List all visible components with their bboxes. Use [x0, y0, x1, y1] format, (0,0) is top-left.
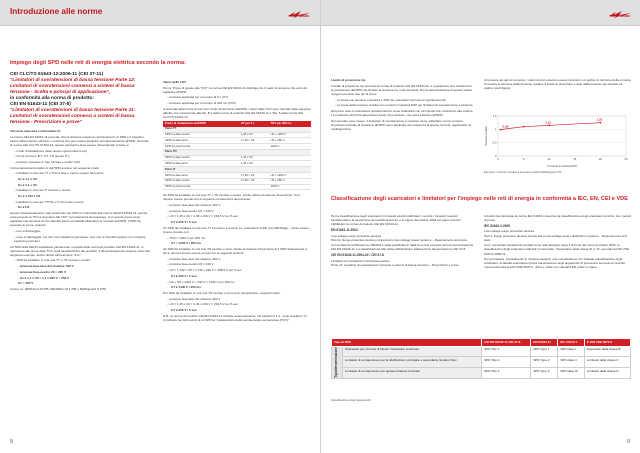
class2-text2: Con i sopracitati standard di prodotto sono stati abrogati, dopo il termine del mese di ottobre 2004, le classificazioni degli scaricatori utilizzati in Germania, "Scaricatore della classe B, C, D" secondo E DIN VDE 0675-6:1989-11.	[484, 243, 629, 256]
tov-text: Per la "Prova di guasto alle TOV", la norma CEI EN 61643-11 distingue tra 2 valori di tensione che sono da applicare all'SPD:	[163, 85, 307, 94]
table-cell: Scaricatori per corrente di fulmine Scaricatori combinati	[343, 346, 482, 357]
data-label: 1,15	[545, 120, 552, 125]
iec-std-title: IEC 61643-1:2005	[484, 223, 511, 228]
table-cell: U0 + 250 V	[269, 138, 312, 144]
table-cell: Parte TT	[163, 127, 239, 132]
list-item: UT ≥ 1430 V / 200 ms	[171, 285, 201, 290]
table-cell: 1200 V	[269, 184, 312, 190]
uc-text: La norma CEI EN 61643-11 prevede, che la tensione massima continuativa di un SPD è il massimo valore della tensione efficace o continua che può essere applicato permanentemente all'SPD. Secondo la norma CEI CLC/TS 61643-12, questo parametro deve essere dimensionato in base a:	[10, 134, 149, 147]
std-title: CEI CLC/TS 61643-12:2006-11 (CEI 37-11)	[10, 72, 104, 77]
logo-wordmark: DEHN + SÖHNE	[288, 15, 310, 18]
list-item: - tensione fase-neutro U0 = 230 V	[18, 269, 67, 274]
list-item: – installato in una rete TT/TN o IT tra neutro e terra:	[14, 199, 84, 204]
page-number-right: 9	[626, 439, 630, 445]
table-cell: Parte TN	[163, 149, 239, 155]
classification-table-body	[332, 346, 631, 378]
dim-list	[10, 171, 150, 209]
list-item: – la prova con tensione impulsiva 1,2/50 per scaricatori ad innesco (spinterometri);	[335, 97, 447, 102]
list-item: – tensione fase-neutro U0 = 230 V	[167, 262, 214, 267]
list-item: – tensione presente in rete tra fase e neutro (U0).	[14, 159, 81, 164]
list-item: – forma di rete in B.T. (TT, TN oppure IT);	[14, 154, 70, 159]
uc-heading: Tensione massima continuativa Uc	[10, 129, 61, 133]
list-item: – U0 = 1,45 x U0 = 1,45 x 230 V = 333,5 V per 5 sec.	[167, 302, 239, 307]
table-cell: SPD tra fase-neutro	[163, 155, 239, 161]
std2-sub: Limitatori di sovratensioni di bassa tensione Parte 11: Limitatori di sovratensioni connessi a sistemi di bassa tensione – Prescrizioni e prove	[331, 258, 459, 267]
left-column-2	[163, 80, 311, 323]
table-cell	[239, 184, 269, 190]
list-item: Uc ≥ 1,732 x U0	[18, 194, 41, 199]
data-point	[523, 126, 525, 128]
x-tick-label: 15	[573, 157, 577, 161]
up-text: Il livello di protezione Up secondo la norma di prodotto CEI EN 61643-11, è il parametro che caratterizza la prestazione dell'SPD nel limitare la tensione tra i suoi terminali. Per la determinazione di questo valore vengono previste due tipi di prove:	[331, 83, 472, 96]
tov-header-2: UT per 5 s	[239, 121, 269, 127]
table-cell: U0 + 250 V	[269, 178, 312, 184]
list-item: – esso si danneggia, ma non crea situazioni pericolose, cioè non si incendia oppure non compare esplosivi pericolosi.	[14, 234, 146, 243]
page-header	[0, 0, 320, 26]
table-cell: 1,732 x U0	[239, 172, 269, 178]
uc-list	[10, 149, 150, 164]
std1-title: EN 61643-11:2002	[331, 227, 358, 232]
list-item: – modo d'installazione (fase-neutro oppure fase-terra);	[14, 148, 88, 153]
after-table-text: Gli SPD da installare in una rete TT o TN tra fase e neutro, anche riferito al sistema d'inserzione "3+1", devono essere provati con le seguenti sovratensioni temporanee:	[163, 193, 302, 202]
cls-header-5: E DIN VDE 0675-6	[584, 339, 630, 347]
data-point	[548, 124, 550, 126]
table-cell: SPD tra fase-neutro	[163, 178, 239, 184]
left-column-1	[10, 72, 150, 293]
y-tick-label: 1	[494, 127, 497, 132]
class2-text: A livello internazionale la norma IEC 61643-1 descrive la classificazione degli scaricatori nonché i loro metodi di prova.	[484, 214, 632, 223]
classification-table	[331, 338, 631, 379]
data-point	[600, 122, 602, 124]
x-tick-label: 10	[547, 157, 551, 161]
it-text: Un SPD da installare in una rete TT tra neutro e terra (p.es. scaricatore N-PE, tipo DEHNgap...) deve essere invece provato con:	[163, 225, 310, 234]
conformity-text: in conformità alla norma di prodotto:	[10, 96, 94, 101]
list-item: – U0 = 1,45 x U0 = 1,45 x 230 V = 333,5 V per 5 sec.	[167, 214, 239, 219]
data-point	[500, 129, 502, 131]
tov-table-body	[163, 127, 311, 190]
list-item: – SPD da installare in una rete TT o TN tra fase e neutro:	[14, 258, 92, 263]
up-heading: Livello di protezione Up	[331, 78, 366, 82]
product-std: CEI EN 61643-11 (CEI 37-8)	[10, 102, 71, 107]
table-cell: SPD Tipo 3	[482, 368, 531, 379]
list-item: – tensione applicata per un tempo di 200 ms (TOV)	[167, 101, 237, 106]
cls-header-2: CEI EN 61643-11 CEI 37-8	[482, 339, 531, 347]
residual-voltage-chart	[484, 112, 632, 168]
std1-sub: Low-voltage surge protective devices Part 11: Surge protective devices connected to low-voltage power systems – Requirements and tests	[331, 233, 467, 242]
table-cell: SPD Type 3	[531, 368, 558, 379]
table-cell: 1,45 x U0	[239, 132, 269, 138]
x-tick-label: 5	[522, 157, 525, 161]
left-section-heading: Impiego degli SPD nelle reti di energia elettrica secondo la norma:	[10, 60, 186, 66]
chart-caption: Esempio: corrente impulsiva tensione residua DEHNguard 275	[484, 170, 562, 174]
after-list	[163, 203, 311, 224]
header-title: Introduzione alle norme	[10, 7, 103, 16]
list-item: UT ≥ 335 V / 5 sec.	[171, 307, 198, 312]
table-cell: SPD class II	[558, 357, 585, 368]
ref-text: (vedi p.es. DEHNvent M 255, DEHNbloc M 1 255 o DEHNguard S 275)	[10, 286, 107, 291]
list-item: Uc ≥ 1,1 x U0	[18, 182, 37, 187]
x-axis-label: Corrente impulsiva 8/20	[547, 164, 577, 168]
up-list	[331, 98, 474, 108]
dehn-logo	[287, 6, 311, 20]
class-text-2: Con la data di pubblicazione 2004/02 è stata pubblicata in Italia la norma europea sotto la denominazione CEI EN 61643-11. La classificazione CEI della pubblicazione italiana ha la denominazione CEI 37-8.	[331, 243, 474, 252]
table-row	[332, 346, 631, 357]
list-item: UT = 1200 V / 200 ms	[171, 241, 202, 246]
table-cell: SPD Tipo 2	[482, 357, 531, 368]
std2-title: CEI EN 61643-11:2004-02 / CEI 37-8	[331, 253, 384, 258]
table-cell: U0 + 1200 V	[269, 172, 312, 178]
it2-text: Gli SPD da installare in una rete TN tra fase e terra, riferito al sistema d'inserzione di 4 SPD direttamente a terra, devono invece essere provati con le seguenti tensioni:	[163, 247, 307, 256]
it3-list	[163, 297, 311, 312]
table-cell: 1,45 x U0	[239, 155, 269, 161]
list-item: UT ≥ 400 V / 5 sec.	[171, 273, 198, 278]
tov-header-1: Punto di installazione dell'SPD	[163, 121, 239, 127]
it2-list	[163, 257, 311, 290]
list-item: UT ≥ 335 V / 5 sec.	[171, 220, 198, 225]
list-item: – non si danneggia;	[14, 229, 41, 234]
list-item: - Uc ≥ 1,1 x U0 = 1,1 x 230 V = 253 V	[18, 275, 70, 280]
list-item: – TOV = 1200 V per 200 ms	[167, 235, 205, 240]
table-cell: SPD tra fase-neutro	[163, 132, 239, 138]
table-cell: Limitatori di sovratensione per apparecchiature terminali	[343, 368, 482, 379]
table-cell: SPD class I	[558, 346, 585, 357]
table-cell: SPD tra neutro-terra	[163, 144, 239, 150]
right-class-column-2	[484, 214, 632, 271]
table-cell: SPD tra fase-terra	[163, 138, 239, 144]
y-tick-label: 0,5	[492, 140, 497, 145]
table-cell: 1200 V	[269, 144, 312, 150]
cls-header-3: EN 61643-11	[531, 339, 558, 347]
tov-header-3: TOV per 200 ms	[269, 121, 312, 127]
logo-wordmark-right: DEHN + SÖHNE	[609, 15, 631, 18]
list-item: – installato in una rete TT o TN tra fase e neutro oppure fase-terra:	[14, 171, 104, 176]
cls-header-4: IEC 61643-1	[558, 339, 585, 347]
iec-std-sub: Low-voltage surge protective devices Part 1: Surge protective devices connected to low-voltage power distribution systems – Requirements and tests	[484, 229, 627, 242]
y-axis-label: Tensione residua	[485, 126, 488, 146]
table-cell: 1,45 x U0	[239, 161, 269, 167]
class2-text3: Per permettere, specialmente in impianti esistenti, una comparazione con l'attuale classificazione degli scaricatori, la tabella sottostante riporta l'associazione degli apparecchi di protezione secondo la vecchia norma nazionale E DIN VDE 0675-6, -6/A1 e -6/A2 con standard EN e IEC in vigore.	[484, 257, 625, 270]
vertical-label-cell	[332, 346, 343, 378]
y-tick-label: 1,5	[492, 114, 497, 118]
tov-list	[163, 95, 311, 105]
table-row	[332, 357, 631, 368]
list-item: – tensione fase-fase del sistema: 400 V	[167, 296, 221, 301]
table-cell: Limitatori della classe C	[584, 357, 630, 368]
table-cell: SPD tra fase-terra	[163, 172, 239, 178]
vertical-label: Tipo/denominazione	[334, 346, 339, 378]
right-class-column-1	[331, 214, 474, 269]
list-item: Uc = 255 V	[18, 281, 34, 286]
table-cell: SPD class III	[558, 368, 585, 379]
data-label: 1,25	[596, 117, 603, 122]
tov-heading: Valori delle TOV	[163, 80, 187, 84]
table-cell: 1,732 x U0	[239, 178, 269, 184]
table-cell: U0 + 1200 V	[269, 132, 312, 138]
tov-table	[163, 121, 311, 190]
x-tick-label: 20	[598, 157, 602, 161]
table-cell: Scaricatori della classe B	[584, 346, 630, 357]
std-subtitle: "Limitatori di sovratensioni di bassa tensione Parte 12: Limitatori di sovratensioni connessi a sistemi di bassa tensione - Scelta e principi di applicazione",	[10, 78, 136, 95]
it-list	[163, 236, 311, 246]
page-number-left: 8	[10, 439, 14, 445]
y-tick-label: 0	[494, 154, 497, 158]
note-list	[10, 229, 150, 243]
list-item: – tensione fase-fase del sistema: 400 V	[167, 203, 221, 208]
cls-header-1: Tipo di SPD	[332, 339, 482, 347]
page-header-right	[321, 0, 640, 26]
right-column-1	[331, 78, 474, 133]
list-item: – tensione applicata per un tempo di 5 s (UT)	[167, 95, 228, 100]
dehn-text: Gli SPD della DEHN soddisfano pienamente i requisiti della norma di prodotto CEI EN 61643-11, in riferimento alle prove delle TOV (vedi caratteristiche dei prodotti). Il dimensionamento avviene come dal seguente esempio, anche riferito all'inserzione "3+1":	[10, 244, 150, 257]
list-item: Uc ≥ U0	[18, 205, 30, 210]
it3-text: Per SPD da installare in una rete TN tra fase e terra sono da applicare i seguenti valori:	[163, 290, 281, 295]
right-page	[320, 0, 640, 453]
list-item: Uc ≥ 1,1 x U0	[18, 177, 37, 181]
table-caption: Classificazione degli apparecchi	[331, 398, 371, 402]
table-cell: 1,732 x U0	[239, 138, 269, 144]
x-tick-label: 25	[624, 157, 628, 161]
plot-area	[498, 116, 626, 156]
list-item: – la prova della tensione residua con corrente impulsiva 8/20 per limitatori di sovratensione a varistore.	[335, 103, 474, 108]
table-cell: SPD tra neutro-terra	[163, 184, 239, 190]
table-cell: SPD Type 1	[531, 346, 558, 357]
table-row	[163, 184, 311, 190]
data-label: 0,99	[502, 124, 509, 129]
dim-intro: Il dimensionamento della Uc dell'SPD avviene nel seguente modo:	[10, 165, 100, 170]
up-text-cont: di tensione ad ogni di corrente, I valori di picco devono essere riportati in un grafico in funzione della corrente di scarica in funzione della tensione residua. Il livello di protezione è dato dalla tensione più elevata sul grafico (vedi figura).	[484, 78, 631, 91]
list-item: – U0 + U0 = 1200 V + 230 V = 1430 V per 200 ms	[167, 279, 235, 284]
note-text: Questo dimensionamento vale solamente per SPD in conformità alla norma CEI EN 61643-11, perché essa prevede la "Prova di guasto alle TOV" (sovratensioni temporanee). Con questa prova viene applicata una tensione di rete alterata (tanto nel tabella allacciato) ai morsetti dell'SPD. L'SPD ha superato le prove, quando:	[10, 211, 148, 228]
dehn-logo-right	[608, 6, 632, 20]
list-item: – installato in una rete IT tra fase e neutro:	[14, 188, 72, 193]
dehn-list	[10, 258, 150, 285]
class-text-1: Per la classificazione degli scaricatori in impianti elettrici utilizzatori, nonché i rispettivi requisiti fondamentali e la descrizione dei certificati tecnici, è in vigore dal ottobre 2004 nei paesi membri CENELEC la norma di prodotto CEI EN 61643-11.	[331, 214, 461, 227]
up-text3: Nel secondo caso invece, il limitatore di sovratensione a varistore viene sollecitato con la corrente impulsiva nominale di scarica In all'SPD viene applicata una sequenza di queste correnti, registrando un oscillogramma	[331, 118, 472, 131]
table-cell: SPD Tipo 1	[482, 346, 531, 357]
table-cell: SPD tra fase-terra	[163, 161, 239, 167]
table-cell: Parte IT	[163, 167, 239, 173]
classification-heading: Classificazione degli scaricatori e limitatori per l'impiego nelle reti di energia in conformità a IEC, EN, CEI e VDE	[331, 196, 628, 202]
up-text2: Nel primo caso lo scaricatore spinterometrico viene sollecitato con 10 impulsi che conducono alla scarica. La media dei 10 picchi determina il livello di protezione, che verrà indicato sull'SPD.	[331, 108, 474, 118]
list-item: – tensione fase-fase del sistema: 400 V	[167, 256, 221, 261]
table-row	[332, 368, 631, 379]
table-cell: SPD Type 2	[531, 357, 558, 368]
right-column-2	[484, 78, 632, 92]
x-tick-label: 0	[497, 157, 499, 161]
tov-text2: A seconda della forma di rete ed il modo d'inserzione dell'SPD, i valori delle TOV sono riportati nella seguente tabella, che corrisponde alla tab. B.1 della norma di prodotto CEI EN 61643-11 e Tab. 5 della norma CEI CLC/TS 61643-12.	[163, 106, 311, 120]
table-cell: Limitatori della classe D	[584, 368, 630, 379]
list-item: - tensione fase-fase del sistema: 400 V	[18, 264, 74, 269]
list-item: – U0 = 1,732 x U0 = 1,732 x 230 V = 398,5 V per 5 sec.	[167, 268, 243, 273]
product-title: "Limitatori di sovratensioni di bassa tensione Parte 11: Limitatori di sovratensioni connessi a sistemi di bassa tensione - Prescrizioni e prove"	[10, 108, 136, 125]
table-cell: Limitatori di sovratensione per la distribuzione principale e secondaria, limitatori fissi	[343, 357, 482, 368]
list-item: – tensione fase-neutro U0 = 230 V	[167, 208, 214, 213]
nb-text: N.B.: la norma di prodotto CEI EN 61643-11 richiede espressamente, nel capitolo 6.1.1., sotto la lettera "m", di indicare nei dati tecnici di un SPD la "Caratteristica della sovratensione temporanea (TOV)".	[163, 313, 309, 322]
